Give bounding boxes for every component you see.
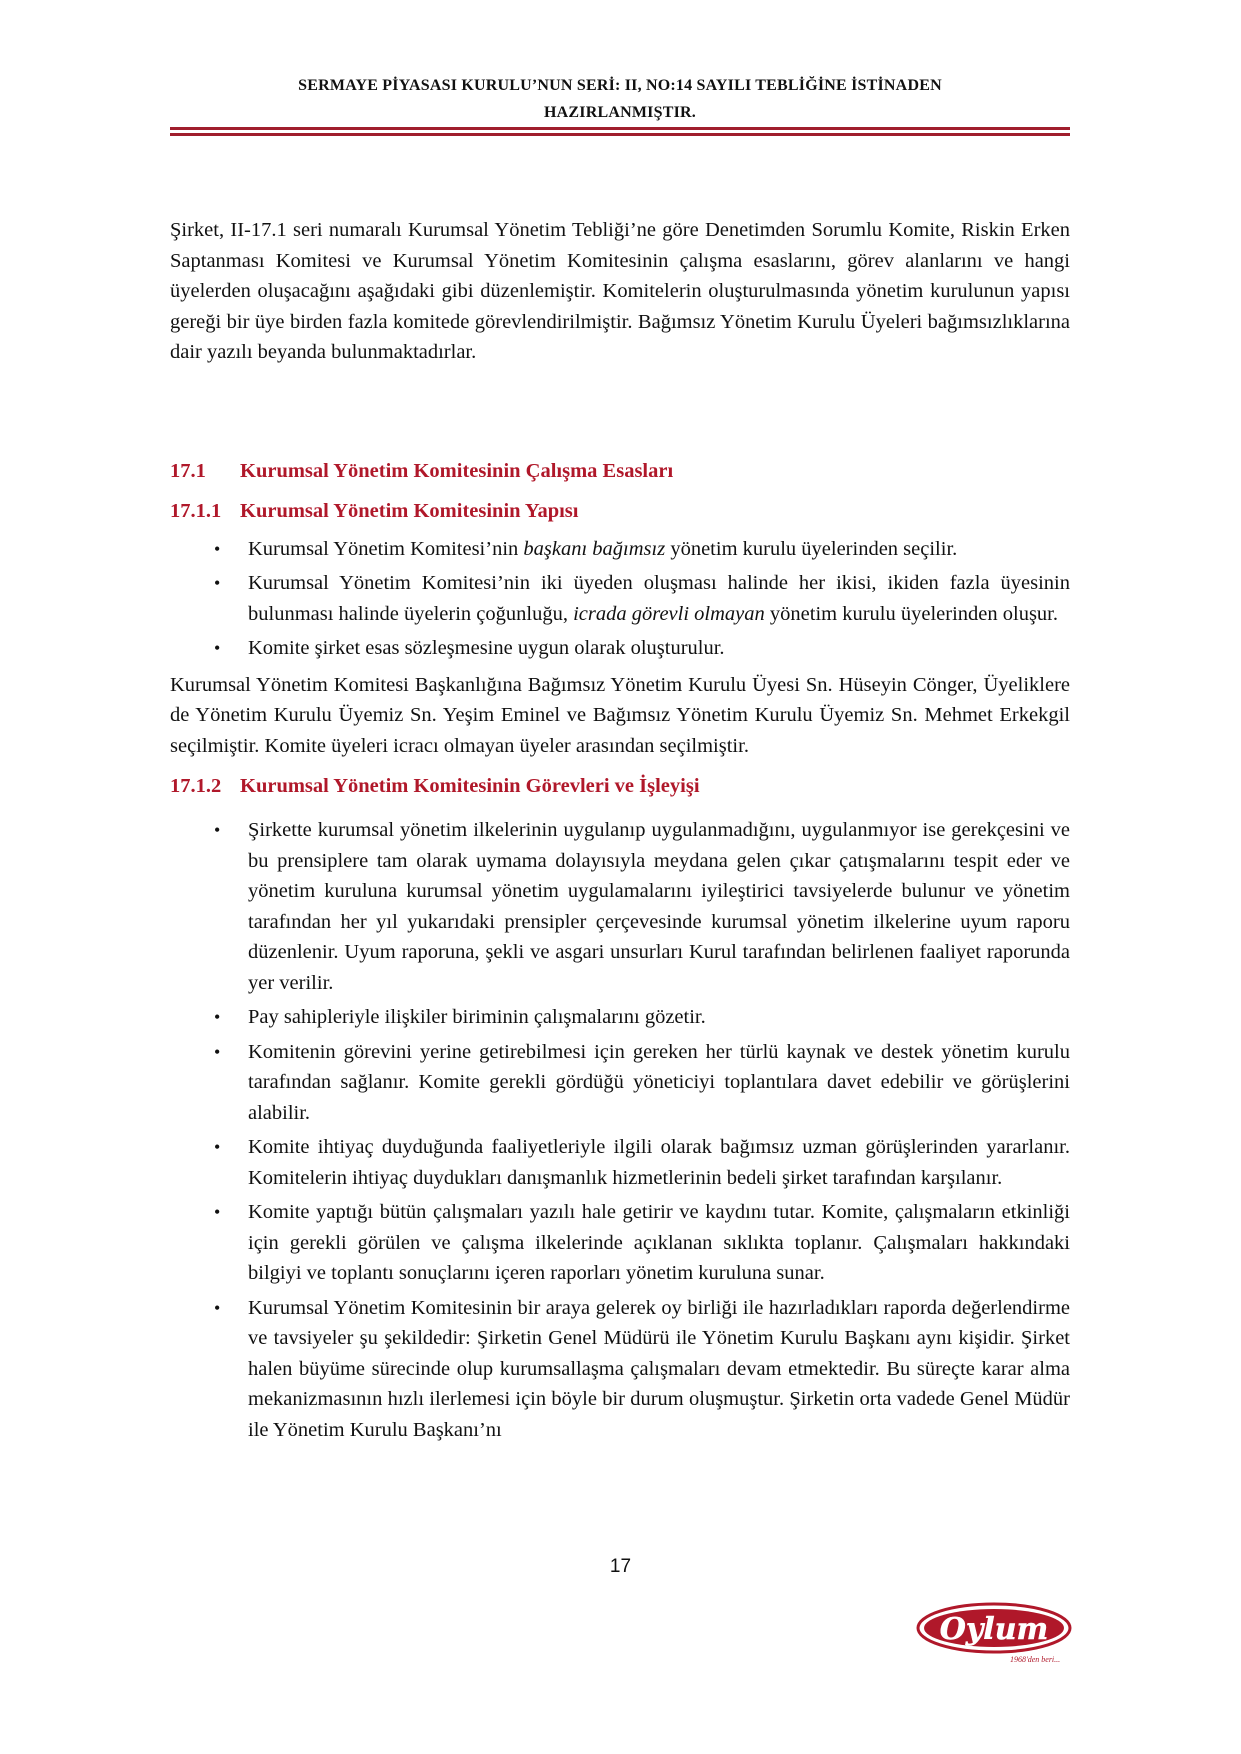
document-header: [170, 72, 1070, 126]
header-line-2: HAZIRLANMIŞTIR.: [544, 104, 696, 121]
list-item-text: Komitenin görevini yerine getirebilmesi için gereken her türlü kaynak ve destek yönetim kurulu tarafından sağlanır. Komite gerekli gördüğü yöneticiyi toplantılara davet edebilir ve görüşlerini alabilir.: [248, 1040, 1070, 1124]
bullet-icon: •: [214, 538, 221, 559]
bullet-icon: •: [214, 820, 221, 840]
section-number: 17.1.2: [170, 775, 222, 797]
header-line-1: SERMAYE PİYASASI KURULU’NUN SERİ: II, NO:14 SAYILI TEBLİĞİNE İSTİNADEN: [298, 77, 942, 94]
list-item-text: Pay sahipleriyle ilişkiler biriminin çalışmalarını gözetir.: [248, 1006, 706, 1028]
list-item: [170, 534, 1070, 565]
list-item-text: Komite yaptığı bütün çalışmaları yazılı hale getirir ve kaydını tutar. Komite, çalışmaların etkinliği için gerekli görülen ve çalışma ilkelerinde açıklanan sıklıkta toplanır. Çalışmaları hakkındaki bilgiyi ve toplantı sonuçlarını içeren raporları yönetim kuruluna sunar.: [248, 1201, 1070, 1284]
bullet-icon: •: [214, 1202, 221, 1222]
header-rule-bottom: [170, 133, 1070, 136]
bullet-icon: •: [214, 1137, 221, 1157]
logo-tagline: 1968'den beri...: [1010, 1655, 1061, 1664]
list-item: [170, 815, 1070, 998]
list-item-text: yönetim kurulu üyelerinden oluşur.: [764, 602, 1058, 625]
list-item-text: Kurumsal Yönetim Komitesinin bir araya gelerek oy birliği ile hazırladıkları raporda değerlendirme ve tavsiyeler şu şekildedir: Şirketin Genel Müdürü ile Yönetim Kurulu Başkanı aynı kişidir. Şirket halen büyüme sürecinde olup kurumsallaşma çalışmaları devam etmektedir. Bu süreçte karar alma mekanizmasının hızlı ilerlemesi için böyle bir durum oluşmuştur. Şirketin orta vadede Genel Müdür ile Yönetim Kurulu Başkanı’nı: [248, 1296, 1070, 1441]
list-item-text: Komite ihtiyaç duyduğunda faaliyetleriyle ilgili olarak bağımsız uzman görüşlerinden yararlanır. Komitelerin ihtiyaç duydukları danışmanlık hizmetlerinin bedeli şirket tarafından karşılanır.: [248, 1136, 1070, 1189]
list-item: [170, 1197, 1070, 1289]
section-number: 17.1: [170, 459, 206, 482]
section-heading-17-1-1: [170, 496, 1070, 526]
bullet-icon: •: [214, 638, 221, 658]
list-item: [170, 633, 1070, 664]
list-item: [170, 1002, 1070, 1033]
header-rule-top: [170, 127, 1070, 130]
section-title: Kurumsal Yönetim Komitesinin Görevleri ve İşleyişi: [240, 775, 700, 797]
duties-bullet-list: [170, 815, 1070, 1445]
members-paragraph: Kurumsal Yönetim Komitesi Başkanlığına Bağımsız Yönetim Kurulu Üyesi Sn. Hüseyin Cönger, Üyeliklere de Yönetim Kurulu Üyemiz Sn. Yeşim Eminel ve Bağımsız Yönetim Kurulu Üyemiz Sn. Mehmet Erkekgil seçilmiştir. Komite üyeleri icracı olmayan üyeler arasından seçilmiştir.: [170, 673, 1070, 757]
section-title: Kurumsal Yönetim Komitesinin Çalışma Esasları: [240, 459, 674, 482]
section-heading-17-1: [170, 456, 1070, 486]
list-item-text: yönetim kurulu üyelerinden seçilir.: [665, 537, 958, 560]
page-number: 17: [609, 1556, 632, 1577]
section-heading-17-1-2: [170, 771, 1070, 801]
section-number: 17.1.1: [170, 499, 222, 522]
list-item-text: Komite şirket esas sözleşmesine uygun olarak oluşturulur.: [248, 637, 725, 659]
section-title: Kurumsal Yönetim Komitesinin Yapısı: [240, 499, 579, 522]
structure-bullet-list: [170, 534, 1070, 664]
svg-text:Oylum: Oylum: [939, 1612, 1049, 1647]
list-item-emphasis: icrada görevli olmayan: [573, 602, 765, 625]
oylum-logo: [915, 1600, 1073, 1662]
list-item: [170, 568, 1070, 629]
oylum-logo-icon: [915, 1600, 1073, 1662]
document-body: [170, 215, 1070, 1451]
list-item-text: Şirkette kurumsal yönetim ilkelerinin uygulanıp uygulanmadığını, uygulanmıyor ise gerekçesini ve bu prensiplere tam olarak uymama dolayısıyla meydana gelen çıkar çatışmalarını tespit eder ve yönetim kuruluna kurumsal yönetim uygulamalarını iyileştirici tavsiyelerde bulunur ve yönetim tarafından her yıl yukarıdaki prensipler çerçevesinde kurumsal yönetim ilkelerine uyum raporu düzenlenir. Uyum raporuna, şekli ve asgari unsurları Kurul tarafından belirlenen faaliyet raporunda yer verilir.: [248, 819, 1070, 994]
list-item: [170, 1293, 1070, 1446]
intro-paragraph: Şirket, II-17.1 seri numaralı Kurumsal Yönetim Tebliği’ne göre Denetimden Sorumlu Komite, Riskin Erken Saptanması Komitesi ve Kurumsal Yönetim Komitesinin çalışma esaslarını, görev alanlarını ve hangi üyelerden oluşacağını aşağıdaki gibi düzenlemiştir. Komitelerin oluşturulmasında yönetim kurulunun yapısı gereği bir üye birden fazla komitede görevlendirilmiştir. Bağımsız Yönetim Kurulu Üyeleri bağımsızlıklarına dair yazılı beyanda bulunmaktadırlar.: [170, 219, 1070, 363]
bullet-icon: •: [214, 1041, 221, 1062]
list-item: [170, 1037, 1070, 1129]
bullet-icon: •: [214, 1297, 221, 1318]
list-item: [170, 1132, 1070, 1193]
list-item-text: Kurumsal Yönetim Komitesi’nin: [248, 537, 524, 560]
bullet-icon: •: [214, 1007, 221, 1027]
list-item-emphasis: başkanı bağımsız: [523, 537, 666, 560]
list-item-text: Kurumsal Yönetim Komitesi’nin iki üyeden oluşması halinde her ikisi, ikiden fazla üyesinin bulunması halinde üyelerin çoğunluğu,: [248, 572, 1070, 625]
bullet-icon: •: [214, 573, 221, 593]
